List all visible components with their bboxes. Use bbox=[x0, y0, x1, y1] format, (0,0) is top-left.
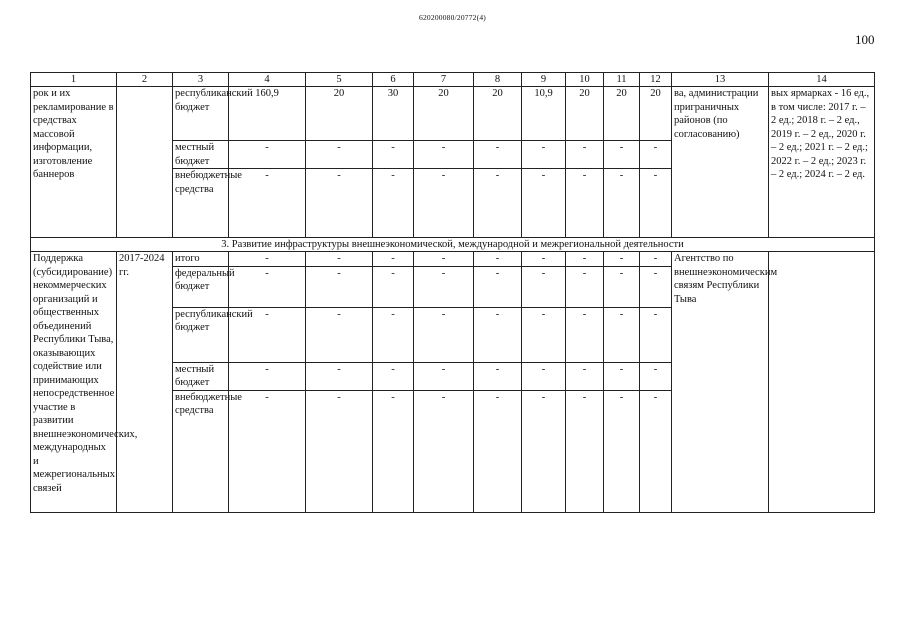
funding-source: республиканский бюджет bbox=[173, 87, 229, 141]
value-cell: - bbox=[640, 362, 672, 390]
value-cell: 10,9 bbox=[522, 87, 566, 141]
value-cell: - bbox=[229, 141, 306, 169]
value-cell: - bbox=[229, 390, 306, 512]
funding-source: федеральный бюджет bbox=[173, 266, 229, 307]
value-cell: - bbox=[414, 390, 474, 512]
value-cell: - bbox=[522, 362, 566, 390]
funding-source: внебюджетные средства bbox=[173, 169, 229, 238]
value-cell: - bbox=[373, 390, 414, 512]
value-cell: 20 bbox=[640, 87, 672, 141]
value-cell: - bbox=[373, 252, 414, 267]
header-cell: 10 bbox=[566, 73, 604, 87]
value-cell: - bbox=[566, 362, 604, 390]
activity-name: Поддержка (субсидирование) некоммерческих организаций и общественных объединений Республики Тыва, оказывающих содействие или принимающих непосредственное участие в развитии внешнеэкономических, международных и межрегиональных связей bbox=[31, 252, 117, 513]
value-cell: - bbox=[414, 266, 474, 307]
funding-source: внебюджетные средства bbox=[173, 390, 229, 512]
value-cell: - bbox=[566, 141, 604, 169]
value-cell: - bbox=[373, 141, 414, 169]
value-cell: - bbox=[640, 307, 672, 362]
executor-cell: ва, администрации приграничных районов (по согласованию) bbox=[672, 87, 769, 238]
value-cell: 20 bbox=[566, 87, 604, 141]
value-cell: - bbox=[604, 307, 640, 362]
value-cell: 20 bbox=[474, 87, 522, 141]
value-cell: - bbox=[306, 252, 373, 267]
header-cell: 7 bbox=[414, 73, 474, 87]
value-cell: - bbox=[604, 390, 640, 512]
value-cell: - bbox=[229, 169, 306, 238]
value-cell: - bbox=[373, 169, 414, 238]
section-title-row bbox=[31, 238, 875, 252]
page-number: 100 bbox=[855, 32, 875, 47]
funding-source: местный бюджет bbox=[173, 362, 229, 390]
value-cell: - bbox=[566, 390, 604, 512]
value-cell: - bbox=[604, 252, 640, 267]
executor-cell: Агентство по внешнеэкономическим связям Республики Тыва bbox=[672, 252, 769, 513]
result-cell: вых ярмарках - 16 ед., в том числе: 2017 г. – 2 ед.; 2018 г. – 2 ед., 2019 г. – 2 ед., 2020 г. – 2 ед.; 2021 г. – 2 ед.; 2022 г. – 2 ед.; 2023 г. – 2 ед.; 2024 г. – 2 ед. bbox=[769, 87, 875, 238]
table-row bbox=[31, 87, 875, 141]
result-cell bbox=[769, 252, 875, 513]
header-cell: 11 bbox=[604, 73, 640, 87]
value-cell: - bbox=[640, 169, 672, 238]
value-cell: 20 bbox=[306, 87, 373, 141]
header-cell: 6 bbox=[373, 73, 414, 87]
value-cell: - bbox=[640, 266, 672, 307]
value-cell: - bbox=[306, 266, 373, 307]
value-cell: - bbox=[640, 141, 672, 169]
section-title: 3. Развитие инфраструктуры внешнеэкономической, международной и межрегиональной деятельности bbox=[31, 238, 875, 252]
document-code: 620200080/20772(4) bbox=[419, 13, 486, 22]
value-cell: - bbox=[306, 390, 373, 512]
value-cell: - bbox=[414, 169, 474, 238]
value-cell: - bbox=[474, 252, 522, 267]
value-cell: - bbox=[306, 141, 373, 169]
value-cell: - bbox=[373, 307, 414, 362]
value-cell: - bbox=[229, 307, 306, 362]
value-cell: - bbox=[373, 266, 414, 307]
value-cell: - bbox=[373, 362, 414, 390]
value-cell: - bbox=[306, 307, 373, 362]
value-cell: - bbox=[474, 141, 522, 169]
funding-source: местный бюджет bbox=[173, 141, 229, 169]
period-cell bbox=[117, 87, 173, 238]
header-cell: 2 bbox=[117, 73, 173, 87]
header-cell: 9 bbox=[522, 73, 566, 87]
value-cell: 30 bbox=[373, 87, 414, 141]
table-row bbox=[31, 252, 875, 267]
value-cell: - bbox=[414, 307, 474, 362]
value-cell: 160,9 bbox=[229, 87, 306, 141]
value-cell: - bbox=[474, 390, 522, 512]
header-cell: 3 bbox=[173, 73, 229, 87]
period-cell: 2017-2024 гг. bbox=[117, 252, 173, 513]
value-cell: - bbox=[474, 169, 522, 238]
value-cell: - bbox=[566, 252, 604, 267]
value-cell: - bbox=[640, 390, 672, 512]
budget-table bbox=[30, 72, 875, 513]
value-cell: - bbox=[640, 252, 672, 267]
value-cell: - bbox=[522, 266, 566, 307]
funding-source: итого bbox=[173, 252, 229, 267]
value-cell: - bbox=[229, 266, 306, 307]
value-cell: - bbox=[414, 252, 474, 267]
funding-source: республиканский бюджет bbox=[173, 307, 229, 362]
value-cell: - bbox=[414, 362, 474, 390]
header-cell: 12 bbox=[640, 73, 672, 87]
value-cell: - bbox=[604, 266, 640, 307]
value-cell: - bbox=[604, 362, 640, 390]
value-cell: - bbox=[474, 266, 522, 307]
header-cell: 4 bbox=[229, 73, 306, 87]
value-cell: - bbox=[306, 362, 373, 390]
header-cell: 13 bbox=[672, 73, 769, 87]
header-cell: 8 bbox=[474, 73, 522, 87]
value-cell: - bbox=[522, 141, 566, 169]
value-cell: - bbox=[566, 169, 604, 238]
value-cell: 20 bbox=[604, 87, 640, 141]
value-cell: - bbox=[604, 169, 640, 238]
value-cell: - bbox=[474, 362, 522, 390]
value-cell: - bbox=[522, 390, 566, 512]
value-cell: - bbox=[306, 169, 373, 238]
header-cell: 14 bbox=[769, 73, 875, 87]
activity-name: рок и их рекламирование в средствах массовой информации, изготовление баннеров bbox=[31, 87, 117, 238]
value-cell: - bbox=[414, 141, 474, 169]
value-cell: - bbox=[604, 141, 640, 169]
value-cell: 20 bbox=[414, 87, 474, 141]
value-cell: - bbox=[522, 169, 566, 238]
value-cell: - bbox=[566, 307, 604, 362]
header-cell: 1 bbox=[31, 73, 117, 87]
value-cell: - bbox=[229, 362, 306, 390]
value-cell: - bbox=[566, 266, 604, 307]
column-number-row bbox=[31, 73, 875, 87]
value-cell: - bbox=[229, 252, 306, 267]
value-cell: - bbox=[522, 252, 566, 267]
header-cell: 5 bbox=[306, 73, 373, 87]
value-cell: - bbox=[522, 307, 566, 362]
value-cell: - bbox=[474, 307, 522, 362]
